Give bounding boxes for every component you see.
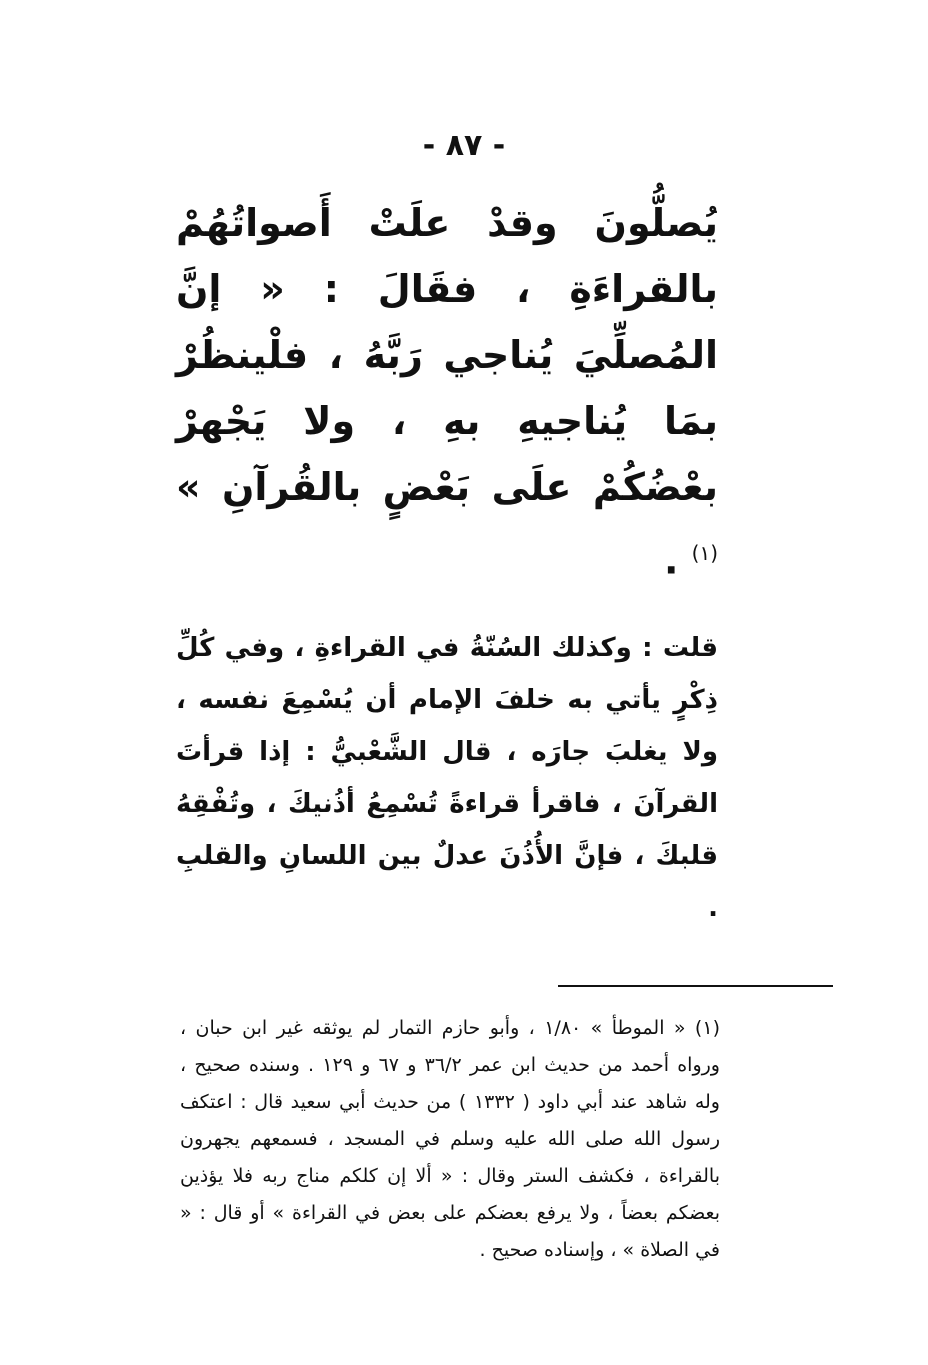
hadith-end: . xyxy=(663,538,692,583)
commentary-paragraph: قلت : وكذلك السُنّةُ في القراءةِ ، وفي كُلِّ ذِكْرٍ يأتي به خلفَ الإمام أن يُسْمِعَ نفسه ، ولا يغلبَ جارَه ، قال الشَّعْبيُّ : إذا قرأتَ القرآنَ ، فاقرأ قراءةً تُسْمِعُ أذُنيكَ ، وتُفْقِهُ قلبكَ ، فإنَّ الأُذُنَ عدلٌ بين اللسانِ والقلبِ . xyxy=(176,632,718,923)
footnote-reference: (١) xyxy=(691,541,718,565)
main-text xyxy=(176,190,718,934)
hadith-text: يُصلُّونَ وقدْ علَتْ أَصواتُهُمْ بالقراءَةِ ، فقَالَ : « إنَّ المُصلِّيَ يُناجي رَبَّهُ ، فلْينظُرْ بمَا يُناجيهِ بهِ ، ولا يَجْهرْ بعْضُكُمْ علَى بَعْضٍ بالقُرآنِ » xyxy=(176,201,718,509)
hadith-paragraph xyxy=(176,190,718,594)
footnote: (١) « الموطأ » ١/٨٠ ، وأبو حازم التمار لم يوثقه غير ابن حبان ، ورواه أحمد من حديث ابن عمر ٣٦/٢ و ٦٧ و ١٢٩ . وسنده صحيح ، وله شاهد عند أبي داود ( ١٣٣٢ ) من حديث أبي سعيد قال : اعتكف رسول الله صلى الله عليه وسلم في المسجد ، فسمعهم يجهرون بالقراءة ، فكشف الستر وقال : « ألا إن كلكم مناج ربه فلا يؤذين بعضكم بعضاً ، ولا يرفع بعضكم على بعض في القراءة » أو قال : « في الصلاة » ، وإسناده صحيح . xyxy=(180,1017,720,1261)
page-number: - ٨٧ - xyxy=(422,128,506,163)
footnote-divider xyxy=(558,985,833,987)
